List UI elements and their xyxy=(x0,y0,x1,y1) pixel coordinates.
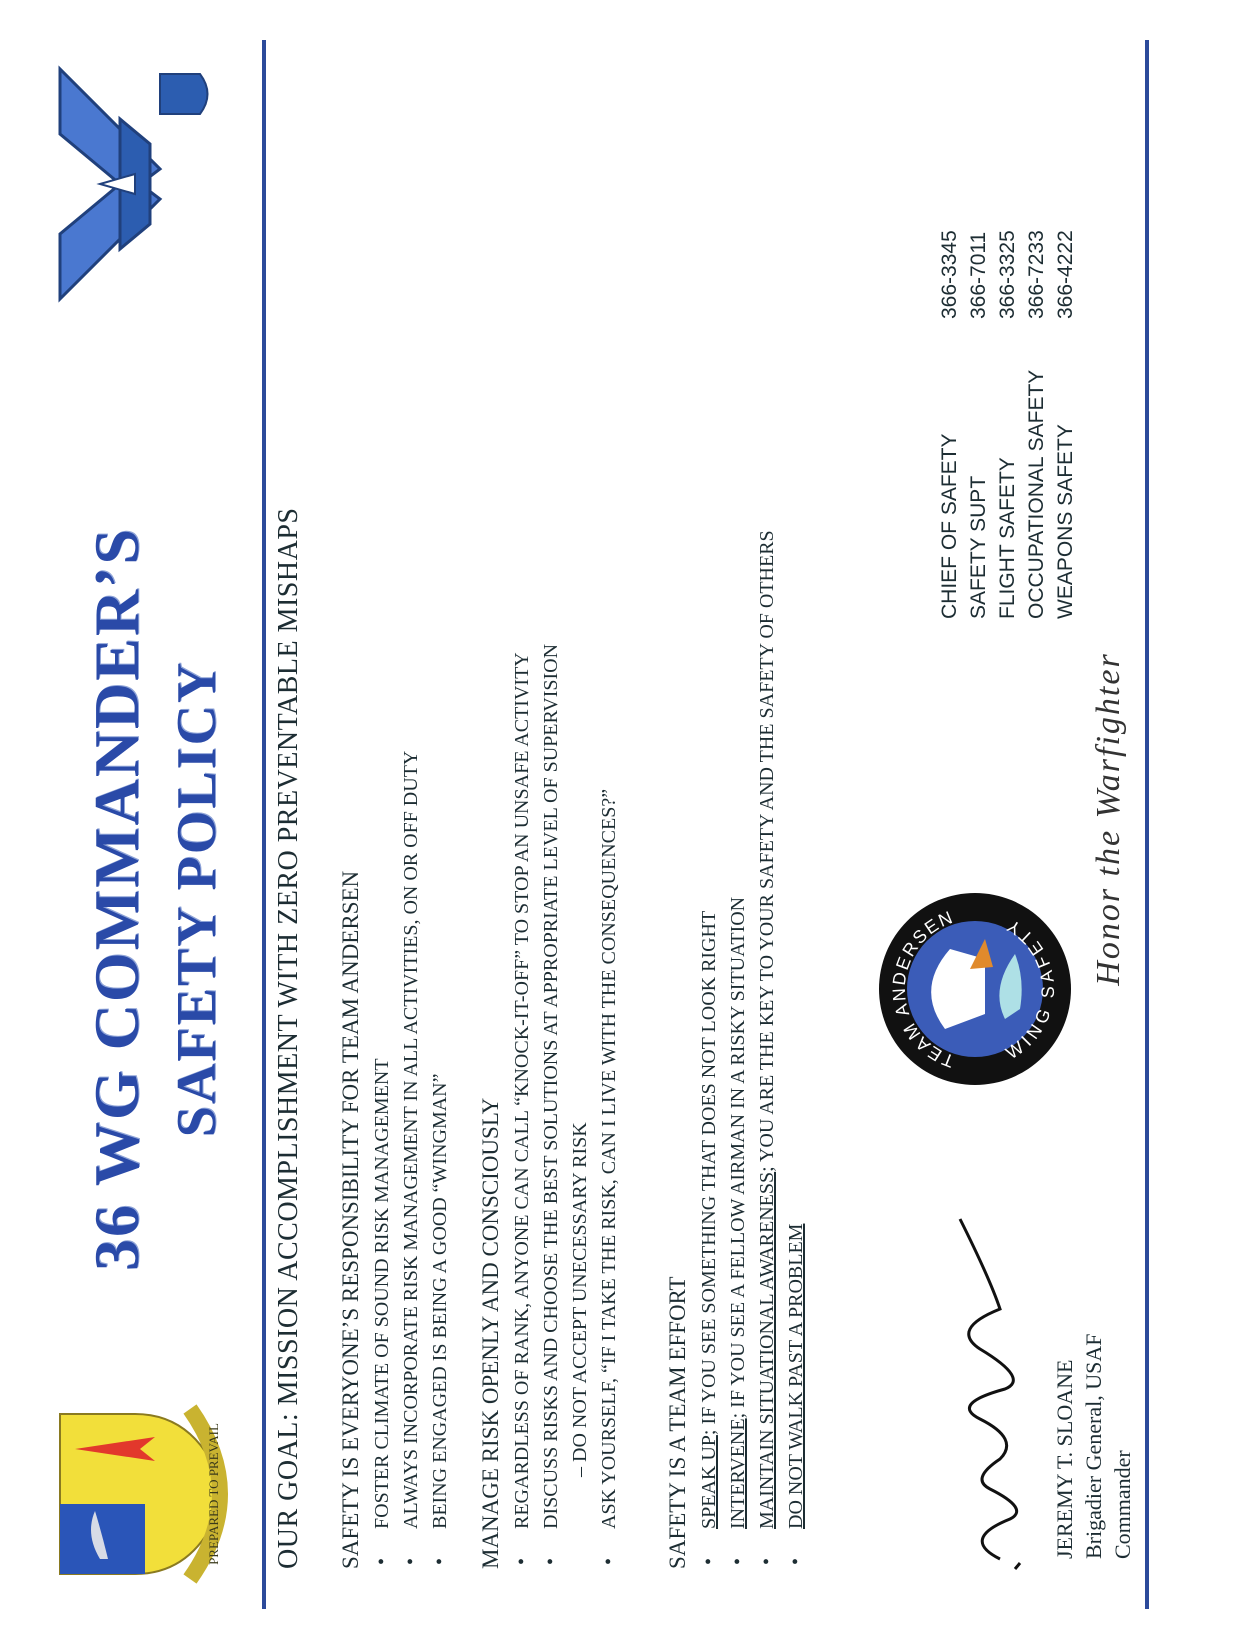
section-heading: SAFETY IS EVERYONE’S RESPONSIBILITY FOR TEAM ANDERSEN xyxy=(338,870,363,1569)
list-item: • MAINTAIN SITUATIONAL AWARENESS; YOU ARE THE KEY TO YOUR SAFETY AND THE SAFETY OF OTHERS xyxy=(756,530,778,1565)
section-team-effort xyxy=(665,149,811,1569)
bottom-divider xyxy=(1145,40,1149,1609)
top-divider xyxy=(262,40,266,1609)
wing-shield-icon xyxy=(40,1389,230,1599)
section-manage-risk xyxy=(478,149,624,1569)
contact-row: OCCUPATIONAL SAFETY 366-7233 xyxy=(1025,230,1048,619)
air-force-symbol-icon xyxy=(40,59,220,309)
signature-block xyxy=(1050,1334,1137,1559)
list-item: • BEING ENGAGED IS BEING A GOOD “WINGMAN” xyxy=(429,1073,451,1565)
signature-icon xyxy=(920,1139,1040,1579)
contact-row: FLIGHT SAFETY 366-3325 xyxy=(996,230,1019,619)
signer-name: JEREMY T. SLOANE xyxy=(1052,1359,1077,1559)
title-line-1: 36 WG COMMANDER’S xyxy=(81,527,152,1271)
goal-statement: OUR GOAL: MISSION ACCOMPLISHMENT WITH ZERO PREVENTABLE MISHAPS xyxy=(273,507,304,1569)
list-item: • FOSTER CLIMATE OF SOUND RISK MANAGEMENT xyxy=(371,1058,393,1565)
emblem-bottom-text: WING SAFETY xyxy=(1002,914,1059,1064)
section-heading: MANAGE RISK OPENLY AND CONSCIOUSLY xyxy=(478,1097,503,1569)
signer-role: Commander xyxy=(1110,1450,1135,1559)
contact-row: SAFETY SUPT 366-7011 xyxy=(967,231,990,619)
list-item: • ASK YOURSELF, “IF I TAKE THE RISK, CAN I LIVE WITH THE CONSEQUENCES?” xyxy=(598,788,620,1565)
shield-motto: PREPARED TO PREVAIL xyxy=(206,1423,221,1565)
section-heading: SAFETY IS A TEAM EFFORT xyxy=(665,1276,690,1569)
contact-row: WEAPONS SAFETY 366-4222 xyxy=(1054,230,1077,619)
footer-motto: Honor the Warfighter xyxy=(1090,652,1127,986)
title-line-2: SAFETY POLICY xyxy=(166,660,228,1138)
wing-safety-emblem-icon xyxy=(875,889,1075,1089)
list-item: • INTERVENE; IF YOU SEE A FELLOW AIRMAN IN A RISKY SITUATION xyxy=(727,896,749,1565)
list-item: • DISCUSS RISKS AND CHOOSE THE BEST SOLUTIONS AT APPROPRIATE LEVEL OF SUPERVISION xyxy=(540,643,562,1565)
list-item: • ALWAYS INCORPORATE RISK MANAGEMENT IN ALL ACTIVITIES, ON OR OFF DUTY xyxy=(400,750,422,1565)
list-item: • SPEAK UP; IF YOU SEE SOMETHING THAT DOES NOT LOOK RIGHT xyxy=(698,910,720,1565)
contact-row: CHIEF OF SAFETY 366-3345 xyxy=(938,230,961,619)
contact-list xyxy=(935,230,1080,619)
signer-rank: Brigadier General, USAF xyxy=(1081,1333,1106,1559)
list-item: • REGARDLESS OF RANK, ANYONE CAN CALL “KNOCK-IT-OFF” TO STOP AN UNSAFE ACTIVITY xyxy=(511,652,533,1565)
emblem-top-text: TEAM ANDERSEN xyxy=(888,906,957,1072)
list-item: – DO NOT ACCEPT UNECESSARY RISK xyxy=(569,1122,591,1477)
list-item: • DO NOT WALK PAST A PROBLEM xyxy=(785,1223,807,1565)
section-responsibility xyxy=(338,149,455,1569)
